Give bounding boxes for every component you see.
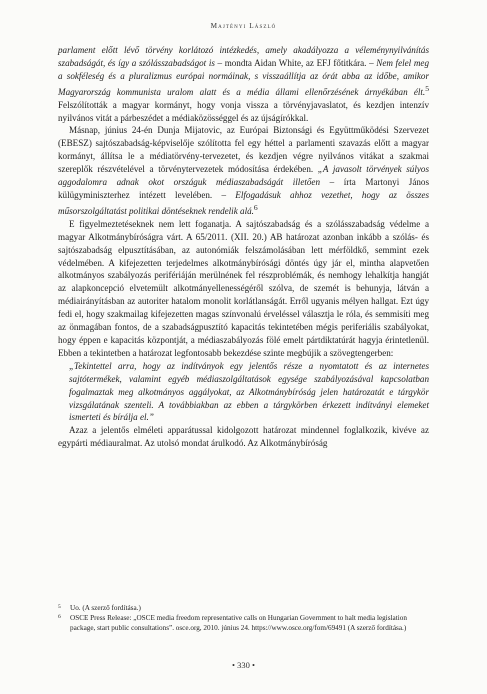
footnote-number: 5 [58, 604, 61, 610]
footnote-5 [58, 603, 429, 613]
body-text [58, 44, 429, 450]
quote-text: Nem felel meg a sokféleség és a pluralizmus európai normáinak, s visszaállítja az órát abba az időbe, amikor Magyarország kommunista uralom alatt és a média állami ellenőrzésének árnyékában élt. [58, 57, 429, 97]
footnotes [58, 603, 429, 633]
text-run: Másnap, június 24-én Dunja Mijatovic, az Európai Biztonsági és Együttműködési Szervezet (EBESZ) sajtószabadság-képviselője szólította fel egy héttel a parlamenti szavazás előtt a magyar kormányt, állítsa le a médiatörvény-tervezetet, és kezdjen végre nyilvános vitákat a szakmai szereplők részvételével a törvénytervezetek módosítása érdekében. [58, 125, 429, 175]
quote-text: Elfogadásuk ahhoz vezethet, hogy az összes műsorszolgáltatást politikai döntéseknek rendelik alá. [58, 190, 429, 216]
paragraph-2 [58, 124, 429, 217]
footnote-text: Uo. (A szerző fordítása.) [70, 604, 141, 612]
quote-text: „A javasolt törvények súlyos aggodalomra adnak okot országuk médiaszabadságát illetően [58, 164, 429, 188]
paragraph-3: E figyelmeztetéseknek nem lett foganatja. A sajtószabadság és a szólásszabadság védelme a magyar Alkotmánybíróságra várt. A 65/2011. (XII. 20.) AB határozat azonban inkább a szólás- és sajtószabadság elpusztításában, az autonómiák felszámolásában lett mérföldkő, semmint ezek védelmében. A kifejezetten terjedelmes alkotmánybírósági döntés úgy jár el, mintha alapvetően alkotmányos szabályozás perifériáján merülnének fel részproblémák, és nemhogy lehalkítja hangját az alapkoncepció elvetemült alkotmányellenességéről szólva, de szemét is behunyja, látván a médiairányításban az autoriter hatalom monolit korlátlanságát. Erről ugyanis mélyen hallgat. Ezt úgy fedi el, hogy szakmailag kifejezetten magas színvonalú érveléssel választja le róla, és semmisíti meg az önmagában fontos, de a szabadságpusztító kapacitás tekintetében mégis periferiális szabályokat, hogy éppen e kapacitás központját, a médiaszabályozás fölé emelt pártdiktatúrát hagyja érintetlenül. Ebben a tekintetben a határozat legfontosabb bekezdése szinte megbújik a szövegtengerben: [58, 218, 429, 358]
page-number: • 330 • [232, 660, 255, 670]
text-run: – írta Martonyi János külügyminiszterhez intézett levelében. – [58, 177, 429, 200]
footnote-6 [58, 613, 429, 633]
paragraph-1 [58, 44, 429, 124]
footnote-number: 6 [58, 614, 61, 620]
block-quote: „Tekintettel arra, hogy az indítványok egy jelentős része a nyomtatott és az internetes sajtótermékek, valamint egyéb médiaszolgáltatások egysége szabályozásával kapcsolatban fogalmaztak meg alkotmányos aggályokat, az Alkotmánybíróság jelen határozatát e tárgykör vizsgálatának szenteli. A továbbiakban az ebben a tárgykörben érkezett indítványi elemeket ismerteti és bírálja el.” [69, 360, 429, 423]
text-run: – mondta Aidan White, az EFJ főtitkára. – [214, 57, 377, 68]
text-run: Felszólították a magyar kormányt, hogy vonja vissza a törvényjavaslatot, és kezdjen intenzív nyilvános vitát a párbeszédet a médiaközösséggel és az újságírókkal. [58, 99, 429, 123]
paragraph-4: Azaz a jelentős elméleti apparátussal kidolgozott határozat mindennel foglalkozik, kivéve az egypárti médiauralmat. Az utolsó mondat árulkodó. Az Alkotmánybíróság [58, 425, 429, 449]
footnote-ref[interactable]: 5 [425, 83, 429, 93]
running-header: Majtényi László [210, 22, 277, 30]
quote-text: parlament előtt lévő törvény korlátozó intézkedés, amely akadályozza a véleménynyilvánítás szabadságát, és így a szólásszabadságot is [58, 45, 429, 68]
footnote-ref[interactable]: 6 [253, 202, 258, 212]
footnote-text: OSCE Press Release: „OSCE media freedom representative calls on Hungarian Government to halt media legislation package, start public consultations”. osce.org, 2010. június 24. https://www.osce.org/fom/69491 (A szerző fordítása.) [70, 614, 407, 632]
